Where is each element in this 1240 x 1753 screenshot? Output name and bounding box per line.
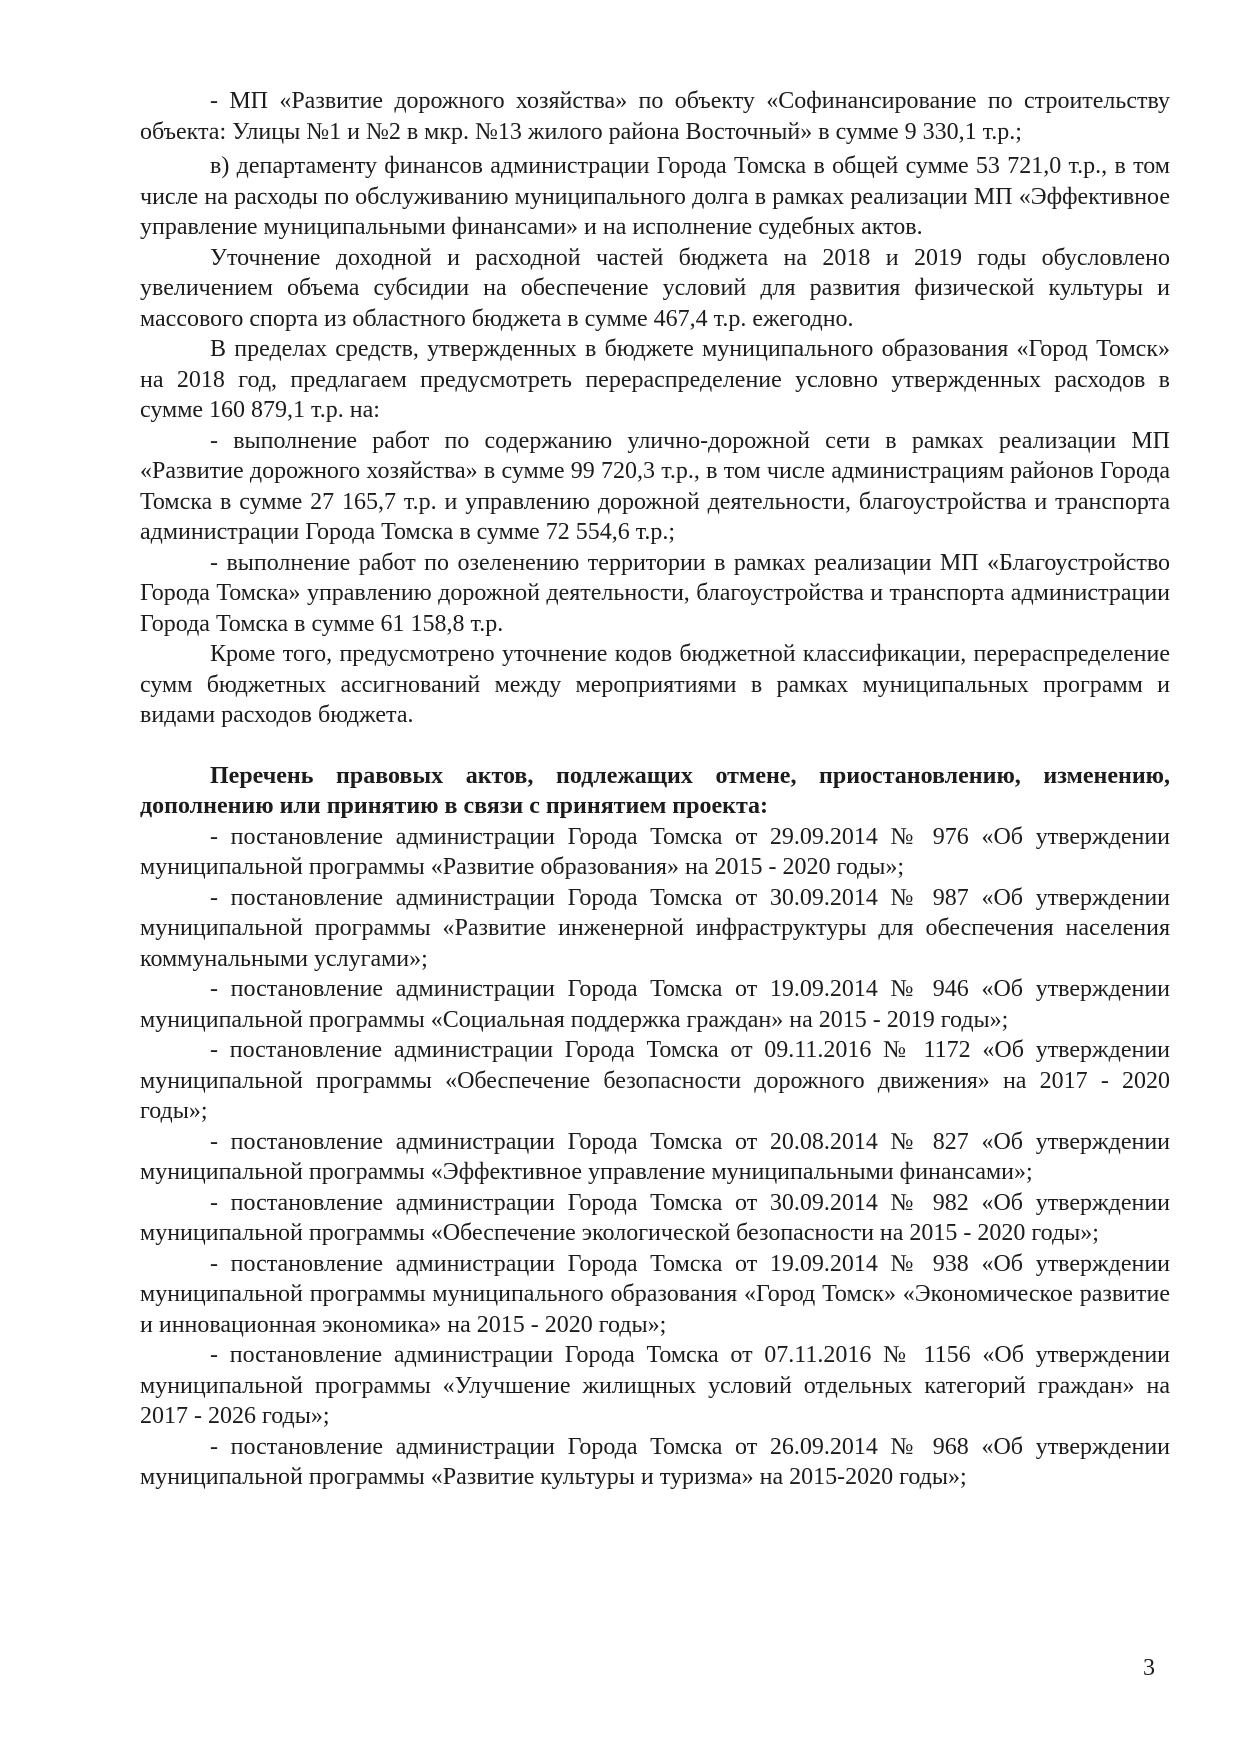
paragraph: в) департаменту финансов администрации Города Томска в общей сумме 53 721,0 т.р., в том числе на расходы по обслуживанию муниципального долга в рамках реализации МП «Эффективное управление муниципальными финансами» и на исполнение судебных актов. [140, 153, 1170, 240]
list-item: - выполнение работ по озеленению территории в рамках реализации МП «Благоустройство Города Томска» управлению дорожной деятельности, благоустройства и транспорта администрации Города Томска в сумме 61 158,8 т.р. [140, 549, 1170, 637]
legal-act-item: - постановление администрации Города Томска от 07.11.2016 № 1156 «Об утверждении муниципальной программы «Улучшение жилищных условий отдельных категорий граждан» на 2017 - 2026 годы»; [140, 1342, 1170, 1429]
document-body [140, 86, 1170, 1493]
legal-act-item: - постановление администрации Города Томска от 26.09.2014 № 968 «Об утверждении муниципальной программы «Развитие культуры и туризма» на 2015-2020 годы»; [140, 1433, 1170, 1490]
legal-act-item: - постановление администрации Города Томска от 19.09.2014 № 946 «Об утверждении муниципальной программы «Социальная поддержка граждан» на 2015 - 2019 годы»; [140, 976, 1170, 1033]
legal-act-item: - постановление администрации Города Томска от 29.09.2014 № 976 «Об утверждении муниципальной программы «Развитие образования» на 2015 - 2020 годы»; [140, 823, 1170, 880]
list-item: - выполнение работ по содержанию улично-дорожной сети в рамках реализации МП «Развитие дорожного хозяйства» в сумме 99 720,3 т.р., в том числе администрациям районов Города Томска в сумме 27 165,7 т.р. и управлению дорожной деятельности, благоустройства и транспорта администрации Города Томска в сумме 72 554,6 т.р.; [140, 427, 1170, 545]
paragraph: В пределах средств, утвержденных в бюджете муниципального образования «Город Томск» на 2018 год, предлагаем предусмотреть перераспределение условно утвержденных расходов в сумме 160 879,1 т.р. на: [140, 336, 1170, 423]
section-spacer [140, 731, 1170, 761]
legal-act-item: - постановление администрации Города Томска от 20.08.2014 № 827 «Об утверждении муниципальной программы «Эффективное управление муниципальными финансами»; [140, 1128, 1170, 1185]
paragraph: - МП «Развитие дорожного хозяйства» по объекту «Софинансирование по строительству объекта: Улицы №1 и №2 в мкр. №13 жилого района Восточный» в сумме 9 330,1 т.р.; [140, 88, 1170, 145]
paragraph: Кроме того, предусмотрено уточнение кодов бюджетной классификации, перераспределение сумм бюджетных ассигнований между мероприятиями в рамках муниципальных программ и видами расходов бюджета. [140, 641, 1170, 728]
legal-act-item: - постановление администрации Города Томска от 09.11.2016 № 1172 «Об утверждении муниципальной программы «Обеспечение безопасности дорожного движения» на 2017 - 2020 годы»; [140, 1037, 1170, 1124]
page-number: 3 [1143, 1655, 1155, 1681]
legal-act-item: - постановление администрации Города Томска от 30.09.2014 № 982 «Об утверждении муниципальной программы «Обеспечение экологической безопасности на 2015 - 2020 годы»; [140, 1189, 1170, 1246]
legal-act-item: - постановление администрации Города Томска от 19.09.2014 № 938 «Об утверждении муниципальной программы муниципального образования «Город Томск» «Экономическое развитие и инновационная экономика» на 2015 - 2020 годы»; [140, 1250, 1170, 1338]
section-heading: Перечень правовых актов, подлежащих отмене, приостановлению, изменению, дополнению или принятию в связи с принятием проекта: [140, 762, 1170, 819]
legal-act-item: - постановление администрации Города Томска от 30.09.2014 № 987 «Об утверждении муниципальной программы «Развитие инженерной инфраструктуры для обеспечения населения коммунальными услугами»; [140, 884, 1170, 972]
paragraph: Уточнение доходной и расходной частей бюджета на 2018 и 2019 годы обусловлено увеличением объема субсидии на обеспечение условий для развития физической культуры и массового спорта из областного бюджета в сумме 467,4 т.р. ежегодно. [140, 244, 1170, 332]
